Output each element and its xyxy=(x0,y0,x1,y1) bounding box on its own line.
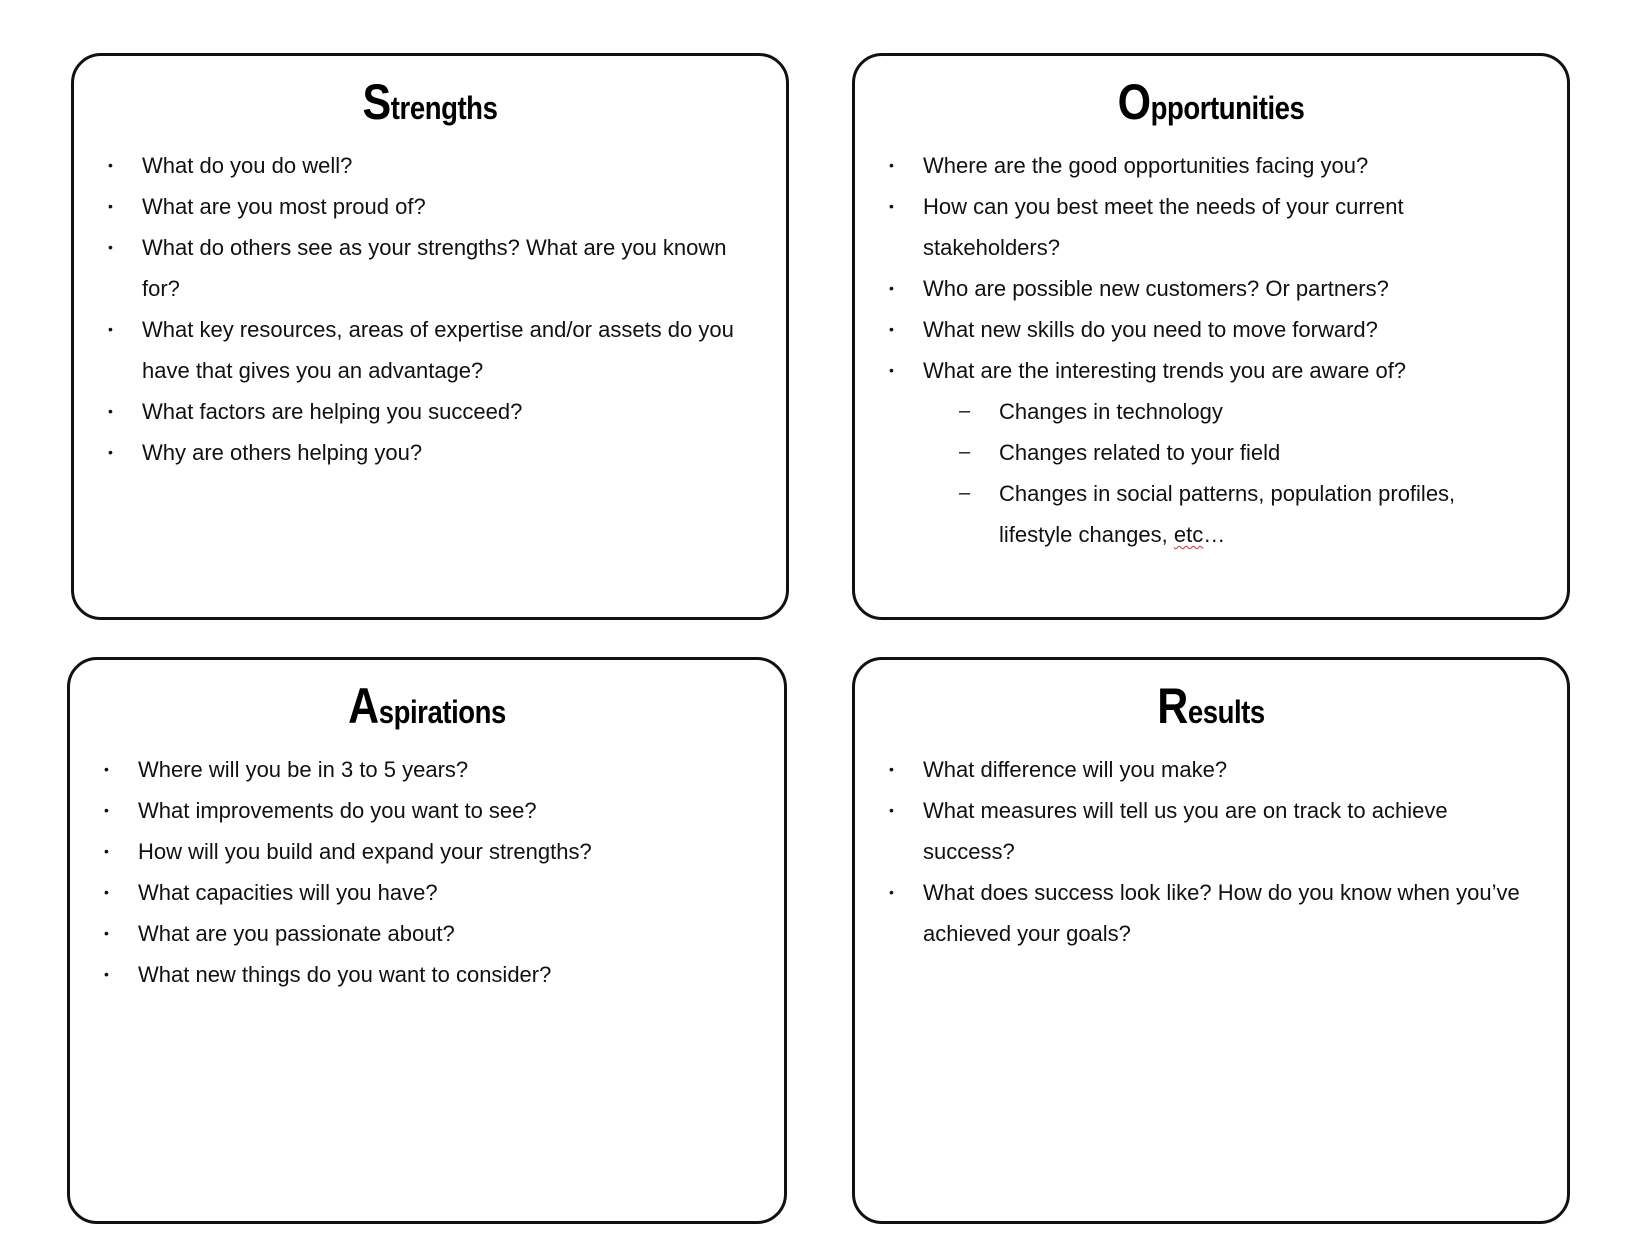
bullet-icon: • xyxy=(889,761,894,777)
list-item: • What do you do well? xyxy=(74,145,786,186)
list-item: • Where will you be in 3 to 5 years? xyxy=(70,749,784,790)
list-item: • What capacities will you have? xyxy=(70,872,784,913)
strengths-list xyxy=(74,145,786,473)
list-item: • What does success look like? How do you know when you’ve achieved your goals? xyxy=(855,872,1567,954)
list-item: • What are the interesting trends you are aware of? – Changes in technology – Changes related to your field – Changes in social patterns, population profiles, lifestyle changes, etc… xyxy=(855,350,1567,555)
bullet-icon: • xyxy=(108,198,113,214)
bullet-icon: • xyxy=(889,362,894,378)
list-item: • Why are others helping you? xyxy=(74,432,786,473)
strengths-card xyxy=(71,53,789,620)
sub-list-item: – Changes in social patterns, population profiles, lifestyle changes, etc… xyxy=(923,473,1527,555)
bullet-icon: • xyxy=(104,802,109,818)
opportunities-list xyxy=(855,145,1567,555)
bullet-icon: • xyxy=(104,925,109,941)
sub-list-item: – Changes related to your field xyxy=(923,432,1527,473)
bullet-icon: • xyxy=(889,157,894,173)
list-item: • What new skills do you need to move forward? xyxy=(855,309,1567,350)
opportunities-card xyxy=(852,53,1570,620)
bullet-icon: • xyxy=(108,321,113,337)
list-item: • What are you most proud of? xyxy=(74,186,786,227)
sub-list-item: – Changes in technology xyxy=(923,391,1527,432)
list-item: • What measures will tell us you are on track to achieve success? xyxy=(855,790,1567,872)
bullet-icon: • xyxy=(889,321,894,337)
bullet-icon: • xyxy=(108,157,113,173)
results-title: Results xyxy=(1157,678,1265,734)
list-item: • What are you passionate about? xyxy=(70,913,784,954)
list-item: • Who are possible new customers? Or partners? xyxy=(855,268,1567,309)
bullet-icon: • xyxy=(108,444,113,460)
list-item: • What key resources, areas of expertise and/or assets do you have that gives you an advantage? xyxy=(74,309,786,391)
list-item: • What difference will you make? xyxy=(855,749,1567,790)
bullet-icon: • xyxy=(108,403,113,419)
spellcheck-word: etc xyxy=(1173,522,1204,547)
bullet-icon: • xyxy=(104,843,109,859)
bullet-icon: • xyxy=(889,280,894,296)
results-list xyxy=(855,749,1567,954)
dash-icon: – xyxy=(959,400,971,422)
list-item: • How can you best meet the needs of your current stakeholders? xyxy=(855,186,1567,268)
strengths-title: Strengths xyxy=(362,74,498,130)
bullet-icon: • xyxy=(889,802,894,818)
trends-sublist xyxy=(923,391,1527,555)
opportunities-title: Opportunities xyxy=(1117,74,1305,130)
bullet-icon: • xyxy=(104,966,109,982)
dash-icon: – xyxy=(959,441,971,463)
bullet-icon: • xyxy=(889,884,894,900)
aspirations-title: Aspirations xyxy=(348,678,506,734)
list-item: • Where are the good opportunities facing you? xyxy=(855,145,1567,186)
bullet-icon: • xyxy=(104,884,109,900)
aspirations-list xyxy=(70,749,784,995)
list-item: • What improvements do you want to see? xyxy=(70,790,784,831)
dash-icon: – xyxy=(959,482,971,504)
list-item: • What new things do you want to consider? xyxy=(70,954,784,995)
bullet-icon: • xyxy=(889,198,894,214)
results-card xyxy=(852,657,1570,1224)
bullet-icon: • xyxy=(104,761,109,777)
list-item: • What factors are helping you succeed? xyxy=(74,391,786,432)
list-item: • How will you build and expand your strengths? xyxy=(70,831,784,872)
bullet-icon: • xyxy=(108,239,113,255)
list-item: • What do others see as your strengths? What are you known for? xyxy=(74,227,786,309)
aspirations-card xyxy=(67,657,787,1224)
